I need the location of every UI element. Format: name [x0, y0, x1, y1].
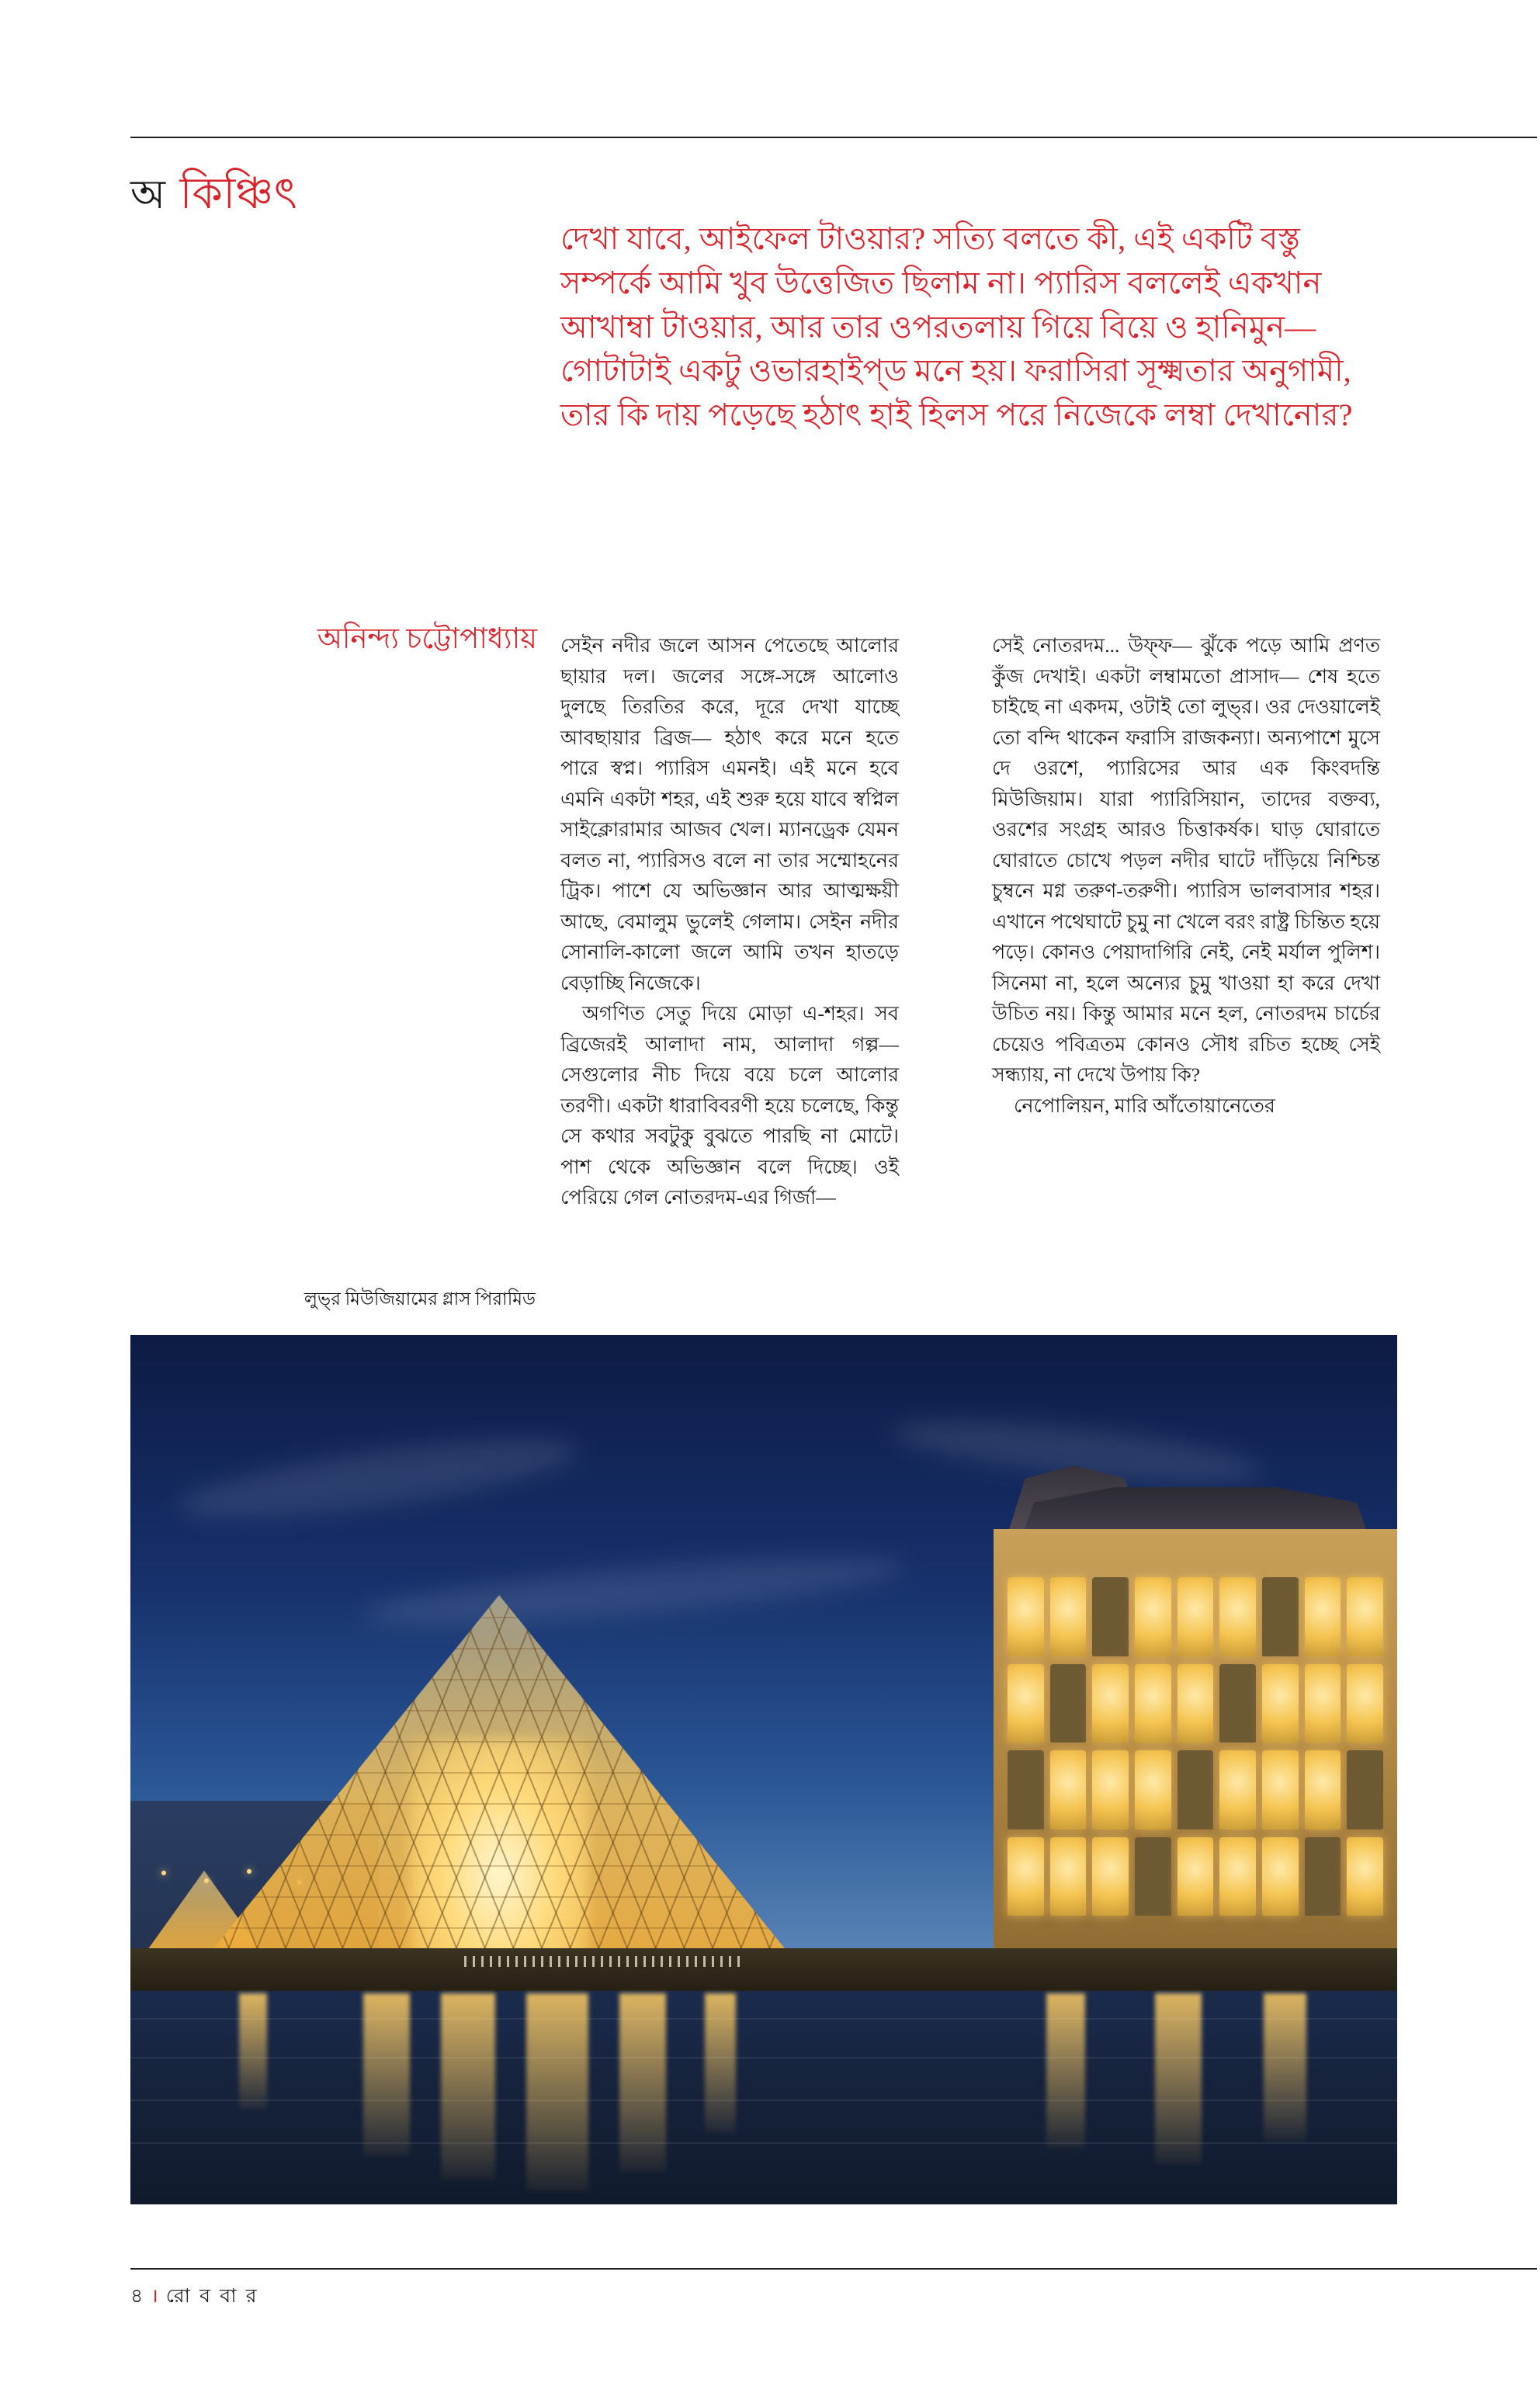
- window: [1178, 1664, 1214, 1743]
- folio-magazine-name: রো ব বা র: [165, 2286, 259, 2307]
- window: [1305, 1750, 1341, 1829]
- window: [1050, 1837, 1087, 1916]
- window: [1305, 1664, 1341, 1743]
- window: [1347, 1577, 1383, 1656]
- window: [1050, 1577, 1087, 1656]
- window: [1262, 1837, 1299, 1916]
- light-reflection: [441, 1993, 495, 2180]
- body-column-2: [992, 630, 1380, 1121]
- window: [1178, 1750, 1214, 1829]
- plaza-barrier: [464, 1956, 744, 1967]
- window: [1050, 1750, 1087, 1829]
- street-light: [161, 1871, 166, 1875]
- window: [1092, 1577, 1129, 1656]
- paragraph: সেইন নদীর জলে আসন পেতেছে আলোর ছায়ার দল। জলের সঙ্গে-সঙ্গে আলোও দুলছে তিরতির করে, দূরে দেখা যাচ্ছে আবছায়ার ব্রিজ— হঠাৎ করে মনে হতে পারে স্বপ্ন। প্যারিস এমনই। এই মনে হবে এমনি একটা শহর, এই শুরু হয়ে যাবে স্বপ্নিল সাইক্লোরামার আজব খেল। ম্যানড্রেক যেমন বলত না, প্যারিসও বলে না তার সম্মোহনের ট্রিক। পাশে যে অভিজ্ঞান আর আত্মক্ষয়ী আছে, বেমালুম ভুলেই গেলাম। সেইন নদীর সোনালি-কালো জলে আমি তখন হাতড়ে বেড়াচ্ছি নিজেকে।: [560, 634, 899, 994]
- window: [1305, 1577, 1341, 1656]
- window: [1008, 1577, 1044, 1656]
- water-ripple: [130, 2057, 1397, 2058]
- window: [1092, 1750, 1129, 1829]
- light-reflection: [526, 1993, 588, 2191]
- paragraph: অগণিত সেতু দিয়ে মোড়া এ-শহর। সব ব্রিজেরই আলাদা নাম, আলাদা গল্প— সেগুলোর নীচ দিয়ে বয়ে চলে আলোর তরণী। একটা ধারাবিবরণী হয়ে চলেছে, কিন্তু সে কথার সবটুকু বুঝতে পারছি না মোটে। পাশ থেকে অভিজ্ঞান বলে দিচ্ছে। ওই পেরিয়ে গেল নোতরদম-এর গির্জা—: [560, 1002, 899, 1209]
- water-ripple: [130, 2018, 1397, 2020]
- window: [1219, 1837, 1256, 1916]
- window: [1305, 1837, 1341, 1916]
- author-byline: অনিন্দ্য চট্টোপাধ্যায়: [317, 623, 537, 655]
- folio-page-number: ৪: [130, 2286, 144, 2307]
- street-light: [247, 1869, 251, 1874]
- window: [1262, 1664, 1299, 1743]
- window: [1178, 1837, 1214, 1916]
- paragraph: সেই নোতরদম... উফ্‌ফ— ঝুঁকে পড়ে আমি প্রণত কুঁজ দেখাই। একটা লম্বামতো প্রাসাদ— শেষ হতে চাইছে না একদম, ওটাই তো লুভ্‌র। ওর দেওয়ালেই তো বন্দি থাকেন ফরাসি রাজকন্যা। অন্যপাশে মুসে দে ওরশে, প্যারিসের আর এক কিংবদন্তি মিউজিয়াম। যারা প্যারিসিয়ান, তাদের বক্তব্য, ওরশের সংগ্রহ আরও চিত্তাকর্ষক। ঘাড় ঘোরাতে ঘোরাতে চোখে পড়ল নদীর ঘাটে দাঁড়িয়ে নিশ্চিন্ত চুম্বনে মগ্ন তরুণ-তরুণী। প্যারিস ভালবাসার শহর। এখানে পথেঘাটে চুমু না খেলে বরং রাষ্ট্র চিন্তিত হয়ে পড়ে। কোনও পেয়াদাগিরি নেই, নেই মর্যাল পুলিশ। সিনেমা না, হলে অন্যের চুমু খাওয়া হা করে দেখা উচিত নয়। কিন্তু আমার মনে হল, নোতরদম চার্চের চেয়েও পবিত্রতম কোনও সৌধ রচিত হচ্ছে সেই সন্ধ্যায়, না দেখে উপায় কি?: [992, 634, 1380, 1087]
- light-reflection: [1046, 1993, 1085, 2148]
- window: [1347, 1750, 1383, 1829]
- window: [1347, 1837, 1383, 1916]
- window: [1262, 1750, 1299, 1829]
- window: [1135, 1577, 1171, 1656]
- window: [1178, 1577, 1214, 1656]
- window: [1135, 1837, 1171, 1916]
- page-folio: [130, 2280, 258, 2314]
- window: [1008, 1664, 1044, 1743]
- window: [1262, 1577, 1299, 1656]
- reflecting-pool: [130, 1991, 1397, 2204]
- water-ripple: [130, 2142, 1397, 2144]
- palace-windows: [998, 1568, 1393, 1925]
- window: [1050, 1664, 1087, 1743]
- folio-separator: ।: [151, 2286, 158, 2307]
- light-reflection: [1264, 1993, 1306, 2141]
- body-column-1: [560, 630, 899, 1213]
- standfirst-text: দেখা যাবে, আইফেল টাওয়ার? সত্যি বলতে কী, এই একটি বস্তু সম্পর্কে আমি খুব উত্তেজিত ছিলাম না। প্যারিস বললেই একখান আখাম্বা টাওয়ার, আর তার ওপরতলায় গিয়ে বিয়ে ও হানিমুন— গোটাটাই একটু ওভারহাইপ্‌ড মনে হয়। ফরাসিরা সূক্ষ্মতার অনুগামী, তার কি দায় পড়েছে হঠাৎ হাই হিলস পরে নিজেকে লম্বা দেখানোর?: [560, 221, 1353, 433]
- light-reflection: [619, 1993, 666, 2172]
- window: [1219, 1750, 1256, 1829]
- top-rule: [130, 137, 1537, 138]
- masthead-title: কিঞ্চিৎ: [179, 170, 298, 218]
- window: [1092, 1837, 1129, 1916]
- window: [1219, 1664, 1256, 1743]
- window: [1219, 1577, 1256, 1656]
- window: [1092, 1664, 1129, 1743]
- photo-caption: লুভ্‌র মিউজিয়ামের গ্লাস পিরামিড: [303, 1289, 536, 1309]
- masthead-prefix: অ: [130, 173, 166, 217]
- light-reflection: [239, 1993, 267, 2110]
- bottom-rule: [130, 2268, 1537, 2270]
- masthead: [130, 160, 612, 233]
- light-reflection: [705, 1993, 736, 2133]
- photo-louvre-pyramid: [130, 1335, 1397, 2204]
- window: [1135, 1750, 1171, 1829]
- window: [1008, 1837, 1044, 1916]
- window: [1008, 1750, 1044, 1829]
- window: [1135, 1664, 1171, 1743]
- window: [1347, 1664, 1383, 1743]
- water-ripple: [130, 2100, 1397, 2101]
- paragraph: নেপোলিয়ন, মারি আঁতোয়ানেতের: [1014, 1094, 1275, 1117]
- plaza-ground: [130, 1948, 1397, 1995]
